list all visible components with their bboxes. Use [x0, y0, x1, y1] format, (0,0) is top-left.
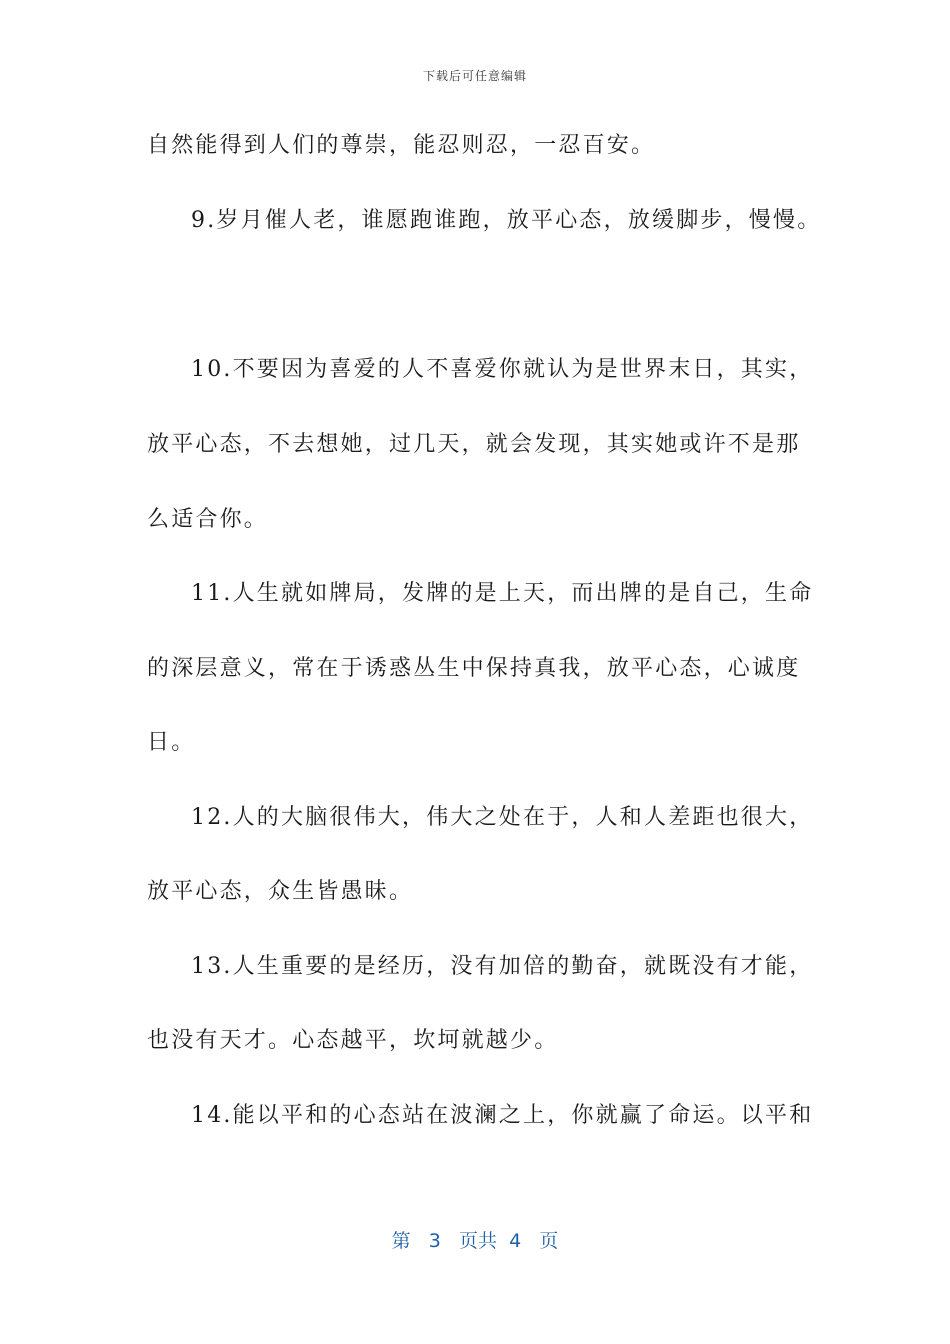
- body-line: 日。: [147, 730, 196, 755]
- total-pages-number: 4: [509, 1230, 522, 1252]
- body-line: 放平心态，不去想她，过几天，就会发现，其实她或许不是那: [147, 432, 801, 457]
- page-label-prefix: 第: [391, 1230, 411, 1252]
- body-line: 10.不要因为喜爱的人不喜爱你就认为是世界末日，其实，: [191, 357, 814, 382]
- body-line: 9.岁月催人老，谁愿跑谁跑，放平心态，放缓脚步，慢慢。: [191, 208, 822, 233]
- body-line: 的深层意义，常在于诱惑丛生中保持真我，放平心态，心诚度: [147, 656, 801, 681]
- body-line: 放平心态，众生皆愚昧。: [147, 879, 414, 904]
- body-line: 14.能以平和的心态站在波澜之上，你就赢了命运。以平和: [191, 1103, 814, 1128]
- body-line: 也没有天才。心态越平，坎坷就越少。: [147, 1028, 559, 1053]
- body-line: 自然能得到人们的尊崇，能忍则忍，一忍百安。: [147, 133, 656, 158]
- page-label-middle: 页共: [459, 1230, 498, 1252]
- page-label-suffix: 页: [539, 1230, 559, 1252]
- page-header: 下载后可任意编辑: [422, 69, 527, 83]
- body-line: 11.人生就如牌局，发牌的是上天，而出牌的是自己，生命: [191, 581, 814, 606]
- current-page-number: 3: [428, 1230, 441, 1252]
- body-line: 么适合你。: [147, 507, 269, 532]
- page-footer: [0, 1226, 950, 1253]
- body-line: 12.人的大脑很伟大，伟大之处在于，人和人差距也很大，: [191, 805, 814, 830]
- body-line: 13.人生重要的是经历，没有加倍的勤奋，就既没有才能，: [191, 954, 814, 979]
